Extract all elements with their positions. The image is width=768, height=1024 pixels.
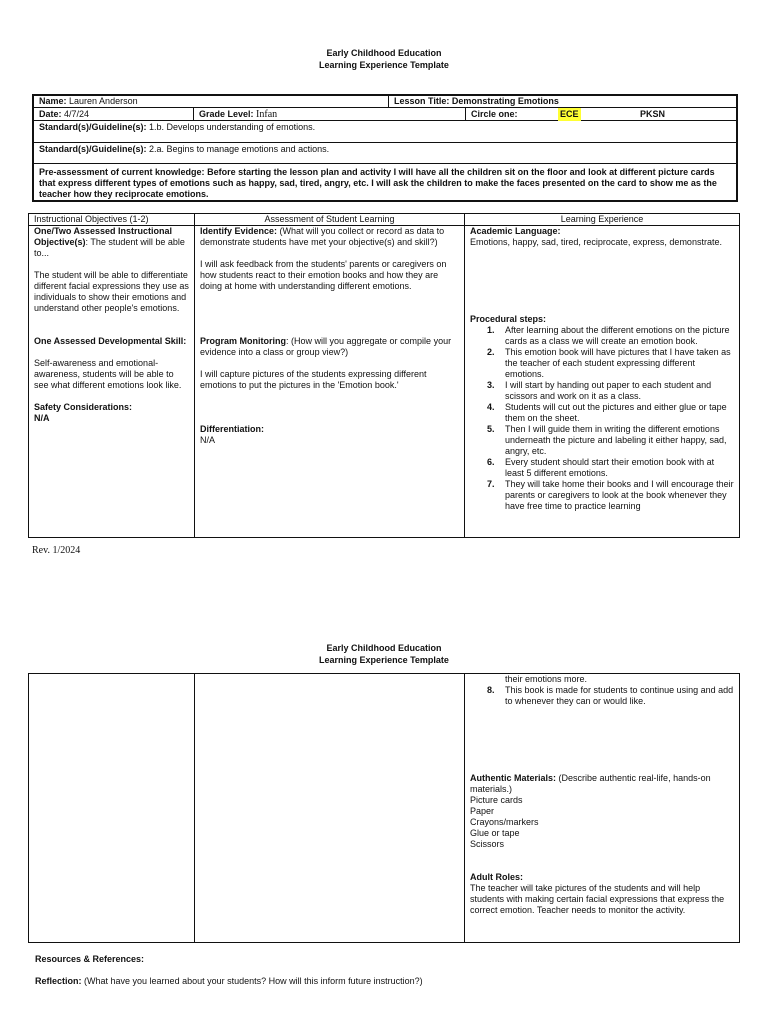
learning-experience-continued-body — [465, 674, 739, 916]
standard-2-label: Standard(s)/Guideline(s): — [39, 144, 147, 154]
list-item: 6. Every student should start their emotion book with at least 5 different emotions. — [487, 457, 715, 478]
column-objectives — [29, 214, 194, 537]
grade-level-label: Grade Level: — [199, 109, 254, 119]
list-item: 1. After learning about the different emotions on the picture cards as a class we will create an emotion book. — [487, 325, 730, 346]
evidence-prompt-text: (What will you collect or record as data to demonstrate students have met your objective(s) and skill?) — [200, 226, 445, 247]
column-learning-experience — [464, 214, 739, 537]
skill-text: Self-awareness and emotional-awareness, students will be able to see what different emotions look like. — [34, 358, 182, 390]
column-objectives-continued — [29, 674, 194, 942]
learning-experience-body — [465, 226, 739, 512]
standard-2-value: 2.a. Begins to manage emotions and actions. — [149, 144, 330, 154]
list-item: 7. They will take home their books and I will encourage their parents or caregivers to look at the book whenever they have free time to practice learning — [487, 479, 734, 511]
header-row-date — [34, 108, 736, 121]
reflection-label: Reflection: — [35, 976, 82, 986]
evidence-label: Identify Evidence: — [200, 226, 278, 236]
material-item: Paper — [470, 806, 495, 816]
grade-level-cell — [193, 108, 465, 120]
name-cell — [34, 96, 388, 107]
assessment-body — [195, 226, 464, 446]
date-cell — [34, 108, 193, 120]
academic-language-label: Academic Language: — [470, 226, 561, 236]
name-value: Lauren Anderson — [69, 96, 138, 106]
academic-language-text: Emotions, happy, sad, tired, reciprocate, express, demonstrate. — [470, 237, 722, 247]
materials-label: Authentic Materials: — [470, 773, 557, 783]
document-subtitle-page-2: Learning Experience Template — [319, 655, 449, 665]
objectives-body — [29, 226, 194, 424]
skill-label: One Assessed Developmental Skill: — [34, 336, 187, 346]
evidence-text: I will ask feedback from the students' parents or caregivers on how students react to their emotion books and how they are doing at home with understanding different emotions. — [200, 259, 447, 291]
column-learning-experience-continued — [464, 674, 739, 942]
list-item: 3. I will start by handing out paper to each student and scissors and work on it as a class. — [487, 380, 712, 401]
procedural-steps-label: Procedural steps: — [470, 314, 547, 324]
header-row-standard-2 — [34, 143, 736, 164]
standard-1-label: Standard(s)/Guideline(s): — [39, 122, 147, 132]
learning-experience-header: Learning Experience — [465, 214, 739, 226]
lesson-main-table — [28, 213, 740, 538]
lesson-title-cell — [388, 96, 736, 107]
pre-assessment-cell — [34, 164, 736, 200]
monitoring-label: Program Monitoring — [200, 336, 286, 346]
circle-one-cell — [465, 108, 736, 120]
reflection-prompt-text: (What have you learned about your students? How will this inform future instruction?) — [81, 976, 423, 986]
circle-one-label: Circle one: — [471, 109, 518, 119]
safety-label: Safety Considerations: — [34, 402, 133, 412]
resources-label: Resources & References: — [35, 954, 145, 964]
material-item: Scissors — [470, 839, 505, 849]
lesson-main-table-continued — [28, 673, 740, 943]
standard-1-value: 1.b. Develops understanding of emotions. — [149, 122, 316, 132]
date-label: Date: — [39, 109, 62, 119]
material-item: Picture cards — [470, 795, 523, 805]
material-item: Glue or tape — [470, 828, 520, 838]
monitoring-text: I will capture pictures of the students expressing different emotions to put the pictures in the 'Emotion book.' — [200, 369, 427, 390]
revision-note: Rev. 1/2024 — [32, 545, 81, 556]
objective-prompt — [34, 226, 189, 259]
lesson-title-label: Lesson Title: — [394, 96, 450, 106]
date-value: 4/7/24 — [64, 109, 90, 119]
lesson-header-table — [32, 94, 738, 202]
circle-option-pksn[interactable]: PKSN — [640, 109, 666, 119]
procedural-steps-list — [470, 325, 734, 512]
column-assessment-continued — [194, 674, 464, 942]
page-2 — [0, 595, 768, 1024]
pre-assessment-value: Before starting the lesson plan and activity I will have all the children sit on the floor and look at different picture cards that express different types of emotions such as happy, sad, tired, angry, etc. I will ask the children to make the faces presented on the card to show me as the teacher how they reciprocate emotions. — [39, 167, 717, 199]
objective-text: The student will be able to differentiate different facial expressions they use as individuals to show their emotions and understand other people's emotions. — [34, 270, 189, 313]
materials-prompt — [470, 773, 734, 795]
standard-1-cell — [34, 121, 736, 142]
name-label: Name: — [39, 96, 67, 106]
document-title: Early Childhood Education — [326, 48, 442, 58]
list-item: 8. This book is made for students to continue using and add to whenever they can or would like. — [487, 685, 734, 706]
circle-option-ece[interactable]: ECE — [560, 109, 579, 119]
material-item: Crayons/markers — [470, 817, 539, 827]
list-item: 2. This emotion book will have pictures that I have taken as the teacher of each student expressing different emotions. — [487, 347, 731, 379]
materials-prompt-text: (Describe authentic real-life, hands-on materials.) — [470, 773, 711, 794]
objective-label: One/Two Assessed Instructional Objective(s) — [34, 226, 173, 247]
monitoring-prompt — [200, 336, 459, 358]
assessment-header: Assessment of Student Learning — [195, 214, 464, 226]
document-subtitle: Learning Experience Template — [319, 60, 449, 70]
standard-2-cell — [34, 143, 736, 163]
evidence-prompt — [200, 226, 459, 248]
list-item: 5. Then I will guide them in writing the different emotions underneath the picture and labeling it either happy, sad, angry, etc. — [487, 424, 727, 456]
lesson-title-value: Demonstrating Emotions — [451, 96, 559, 106]
header-row-pre-assessment — [34, 164, 736, 200]
list-item: their emotions more. — [505, 674, 588, 684]
reflection-prompt — [35, 976, 423, 987]
adult-roles-label: Adult Roles: — [470, 872, 523, 882]
objective-intro: : The student will be able to... — [34, 237, 185, 258]
monitoring-prompt-text: : (How will you aggregate or compile your evidence into a class or group view?) — [200, 336, 452, 357]
header-row-standard-1 — [34, 121, 736, 143]
differentiation-label: Differentiation: — [200, 424, 264, 434]
pre-assessment-label: Pre-assessment of current knowledge: — [39, 167, 205, 177]
procedural-steps-list-continued — [470, 674, 734, 707]
list-item: 4. Students will cut out the pictures and either glue or tape them on the sheet. — [487, 402, 727, 423]
document-title-page-2: Early Childhood Education — [326, 643, 442, 653]
header-row-name — [34, 96, 736, 108]
column-assessment — [194, 214, 464, 537]
safety-value: N/A — [34, 413, 50, 423]
differentiation-value: N/A — [200, 435, 216, 445]
adult-roles-text: The teacher will take pictures of the students and will help students with making certain facial expressions that express the correct emotion. Teacher needs to monitor the activity. — [470, 883, 725, 915]
objectives-header: Instructional Objectives (1-2) — [29, 214, 194, 226]
grade-level-value: Infan — [256, 109, 278, 120]
